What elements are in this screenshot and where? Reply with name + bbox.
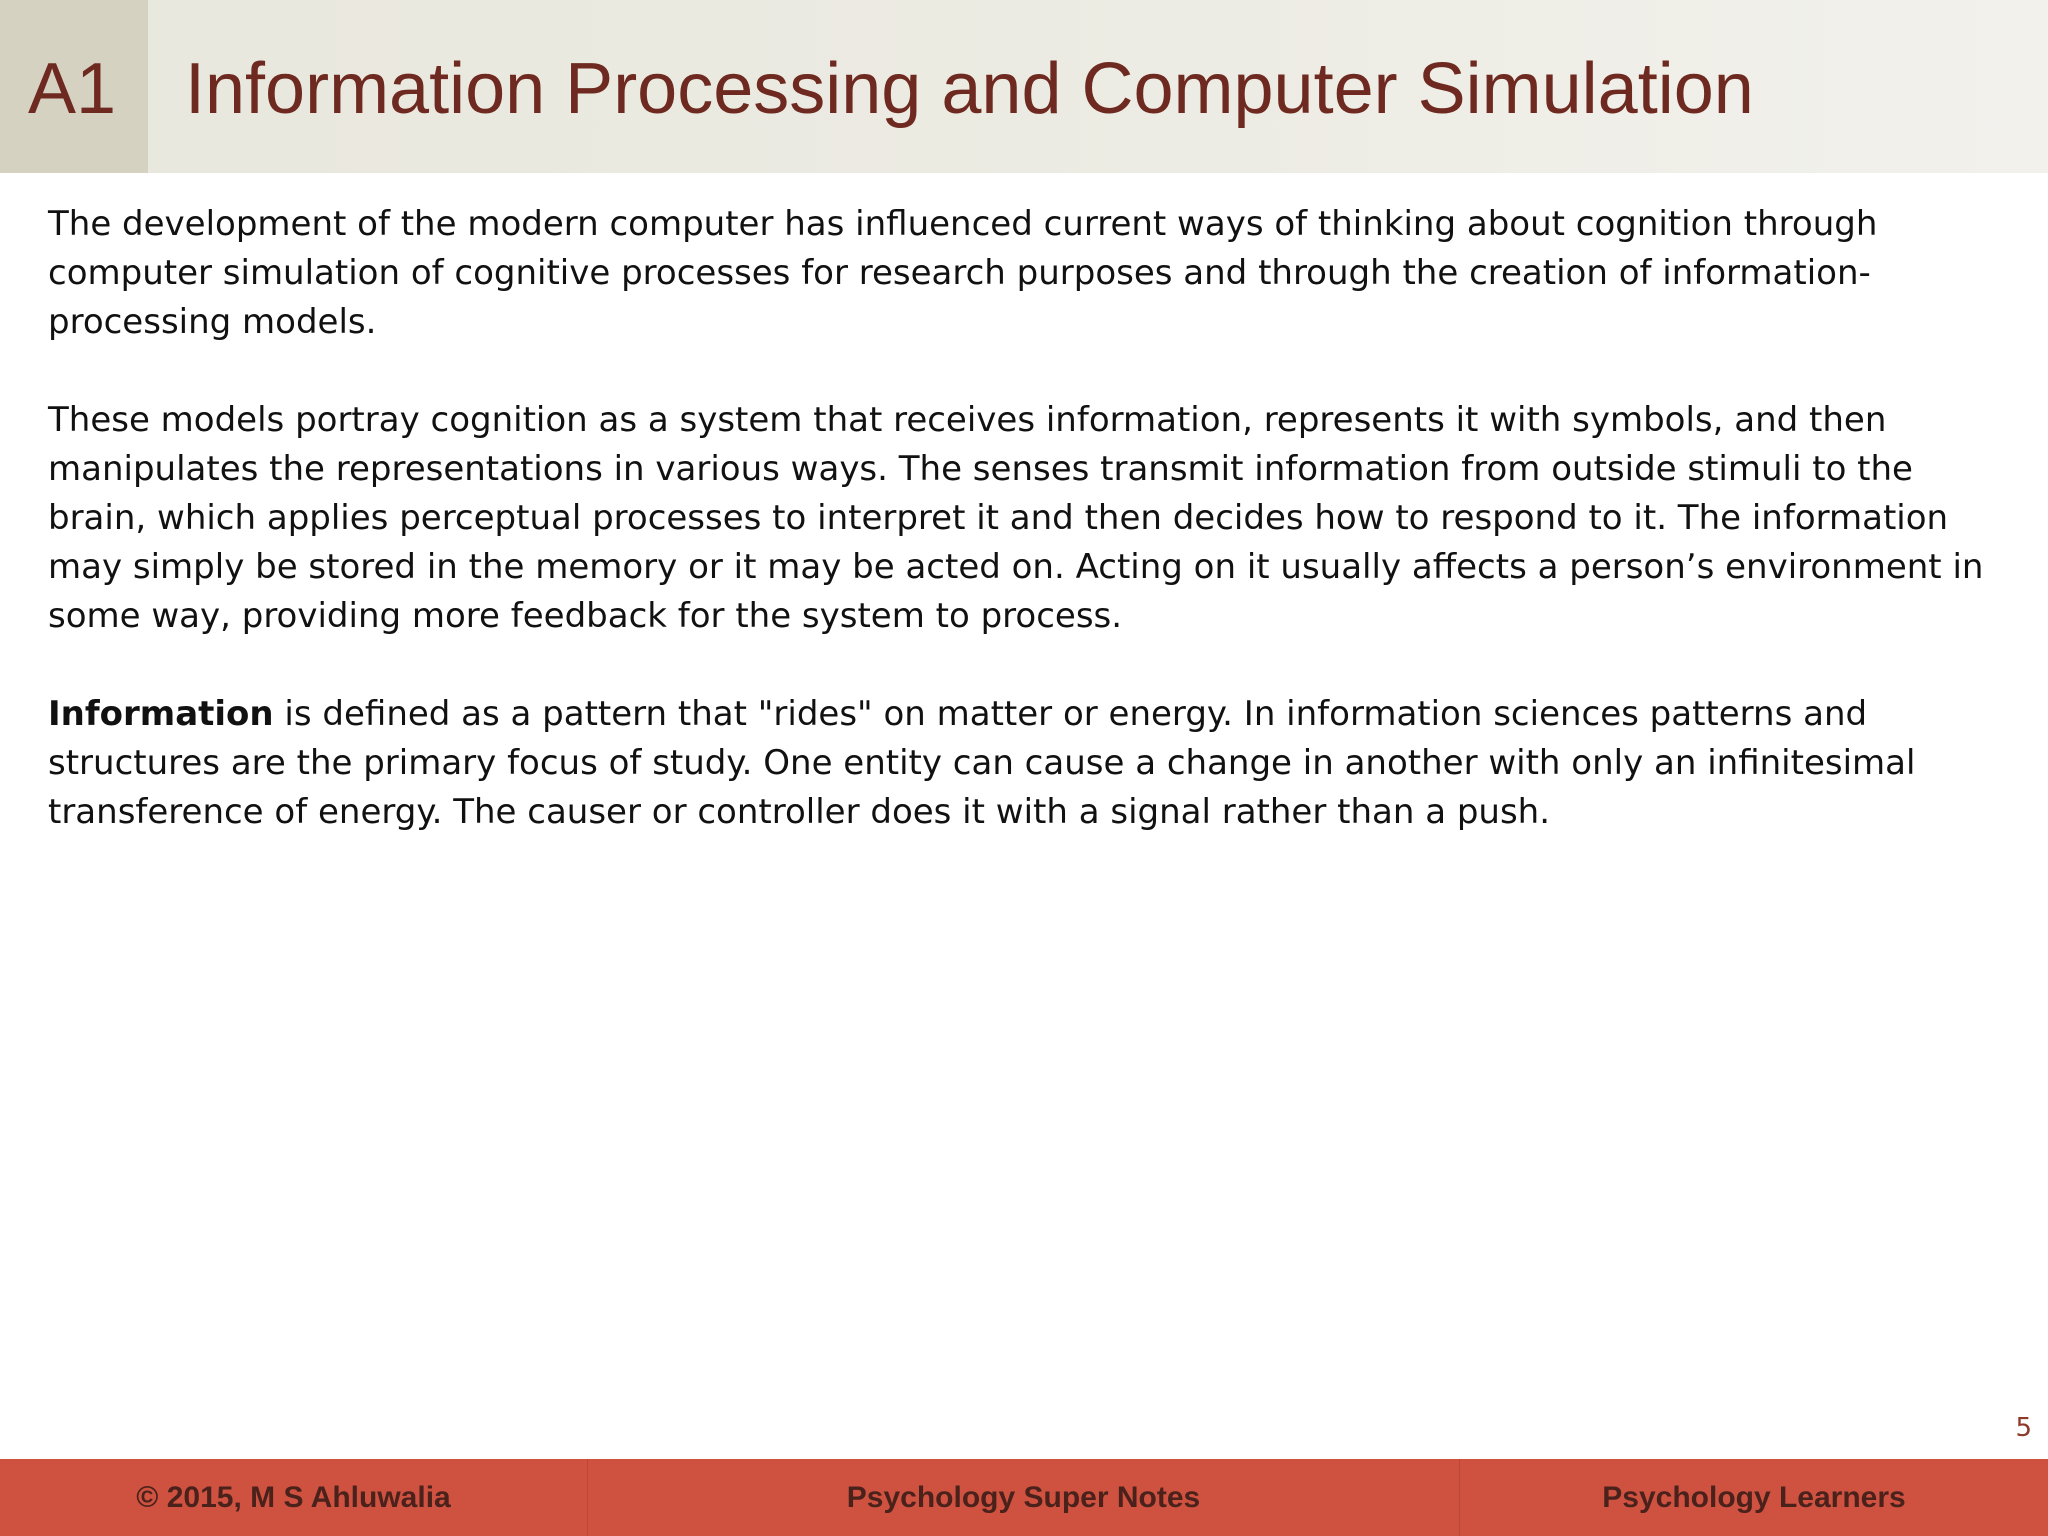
slide-header [0,0,2048,173]
paragraph-2: These models portray cognition as a system that receives information, represents it with symbols, and then manipulates the representations in various ways. The senses transmit information from outside stimuli to the brain, which applies perceptual processes to interpret it and then decides how to respond to it. The information may simply be stored in the memory or it may be acted on. Acting on it usually affects a person’s environment in some way, providing more feedback for the system to process. [48,400,1984,636]
paragraph-3 [48,690,2008,837]
footer-publisher: Psychology Learners [1602,1480,1906,1514]
footer-series-title: Psychology Super Notes [588,1459,1460,1536]
paragraph-3-text: is defined as a pattern that "rides" on matter or energy. In information sciences patterns and structures are the primary focus of study. One entity can cause a change in another with only an infinitesimal transference of energy. The causer or controller does it with a signal rather than a push. [48,694,1916,832]
slide-code: A1 [28,49,117,129]
paragraph-3-term: Information [48,694,274,734]
slide-title: Information Processing and Computer Simulation [185,49,1754,129]
page-number: 5 [2015,1413,2032,1443]
slide-footer [0,1459,2048,1536]
slide-code-box [0,0,148,173]
slide-body [48,200,2008,886]
footer-copyright: © 2015, M S Ahluwalia [0,1459,588,1536]
paragraph-1: The development of the modern computer has influenced current ways of thinking about cognition through computer simulation of cognitive processes for research purposes and through the creation of information-processing models. [48,204,1878,342]
